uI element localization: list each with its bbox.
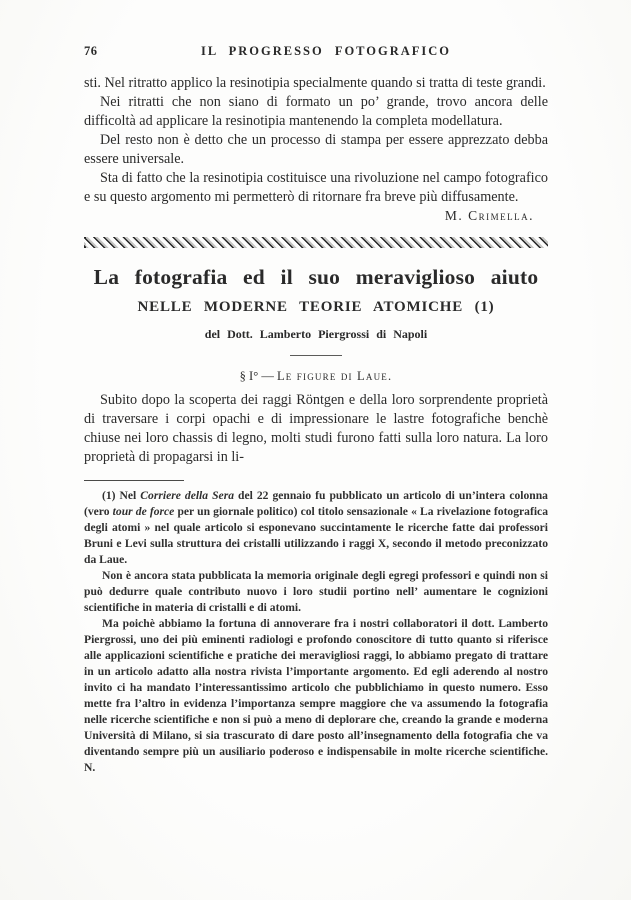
section-heading-name: Le figure di Laue.: [276, 369, 393, 383]
section-heading-prefix: § I° —: [239, 369, 277, 383]
section-divider-hatched: [84, 237, 548, 248]
footnote-text: (1) Nel: [102, 489, 141, 502]
footnote: [84, 488, 548, 776]
footnote-italic: tour de force: [112, 505, 175, 518]
paragraph: Nei ritratti che non siano di formato un po’ grande, trovo ancora delle difficoltà ad applicare la resinotipia mantenendo la completa modellatura.: [84, 94, 548, 129]
footnote-rule: [84, 480, 184, 481]
section-heading: [84, 369, 548, 384]
article-subtitle: NELLE MODERNE TEORIE ATOMICHE (1): [137, 299, 495, 315]
paragraph: Sta di fatto che la resinotipia costituisce una rivoluzione nel campo fotografico e su questo argomento mi permetterò di ritornare fra breve più diffusamente.: [84, 170, 548, 205]
article-byline: del Dott. Lamberto Piergrossi di Napoli: [204, 327, 428, 341]
paragraph: sti. Nel ritratto applico la resinotipia specialmente quando si tratta di teste grandi.: [84, 75, 546, 91]
closing-article-body: [84, 74, 548, 207]
lead-paragraph-block: [84, 391, 548, 467]
footnote-text: del 22 gennaio fu pubblicato un articolo di un’intera colonna (vero: [84, 489, 548, 518]
footnote-italic: Corriere della Sera: [140, 489, 234, 502]
title-rule: [290, 355, 342, 356]
author-signature: M. Crimella.: [444, 208, 534, 223]
page-number: 76: [84, 44, 98, 58]
footnote-paragraph: [84, 488, 548, 568]
running-head: [84, 44, 548, 59]
article-title: La fotografia ed il suo meraviglioso aiuto: [93, 265, 539, 289]
footnote-paragraph: Ma poichè abbiamo la fortuna di annoverare fra i nostri collaboratori il dott. Lamberto Piergrossi, uno dei più eminenti radiologi e profondo conoscitore di tutto quanto si riferisce alle applicazioni scientifiche e pratiche dei meravigliosi raggi, lo abbiamo pregato di trattare in un articolo adatto alla nostra rivista l’importante argomento. Ed egli aderendo al nostro invito ci ha mandato l’interessantissimo articolo che pubblichiamo in questo numero. Esso mette fra l’altro in evidenza l’importanza sempre maggiore che va assumendo la fotografia nelle ricerche scientifiche e non si può a meno di deplorare che, creando la grande e moderna Università di Milano, si sia trascurato di dare posto all’insegnamento della fotografia che va diventando sempre più un ausiliario poderoso e indispensabile in molte ricerche scientifiche. N.: [84, 617, 548, 774]
lead-paragraph: Subito dopo la scoperta dei raggi Röntgen e della loro sorprendente proprietà di traversare i corpi opachi e di impressionare le lastre fotografiche benchè chiuse nei loro chassis di legno, molti studi furono fatti sulla loro natura. La loro proprietà di propagarsi in li-: [84, 392, 548, 465]
running-title: IL PROGRESSO FOTOGRAFICO: [200, 44, 452, 58]
footnote-text: per un giornale politico) col titolo sensazionale « La rivelazione fotografica degli atomi » nel quale articolo si esponevano succintamente le ricerche fatte dai professori Bruni e Levi sulla struttura dei cristalli utilizzando i raggi X, secondo il metodo preconizzato da Laue.: [84, 505, 548, 566]
footnote-paragraph: Non è ancora stata pubblicata la memoria originale degli egregi professori e quindi non si può dedurre quale contributo nuovo i loro studii portino nell’ aumentare le cognizioni scientifiche in materia di cristalli e di atomi.: [84, 569, 548, 614]
paragraph: Del resto non è detto che un processo di stampa per essere apprezzato debba essere universale.: [84, 132, 548, 167]
